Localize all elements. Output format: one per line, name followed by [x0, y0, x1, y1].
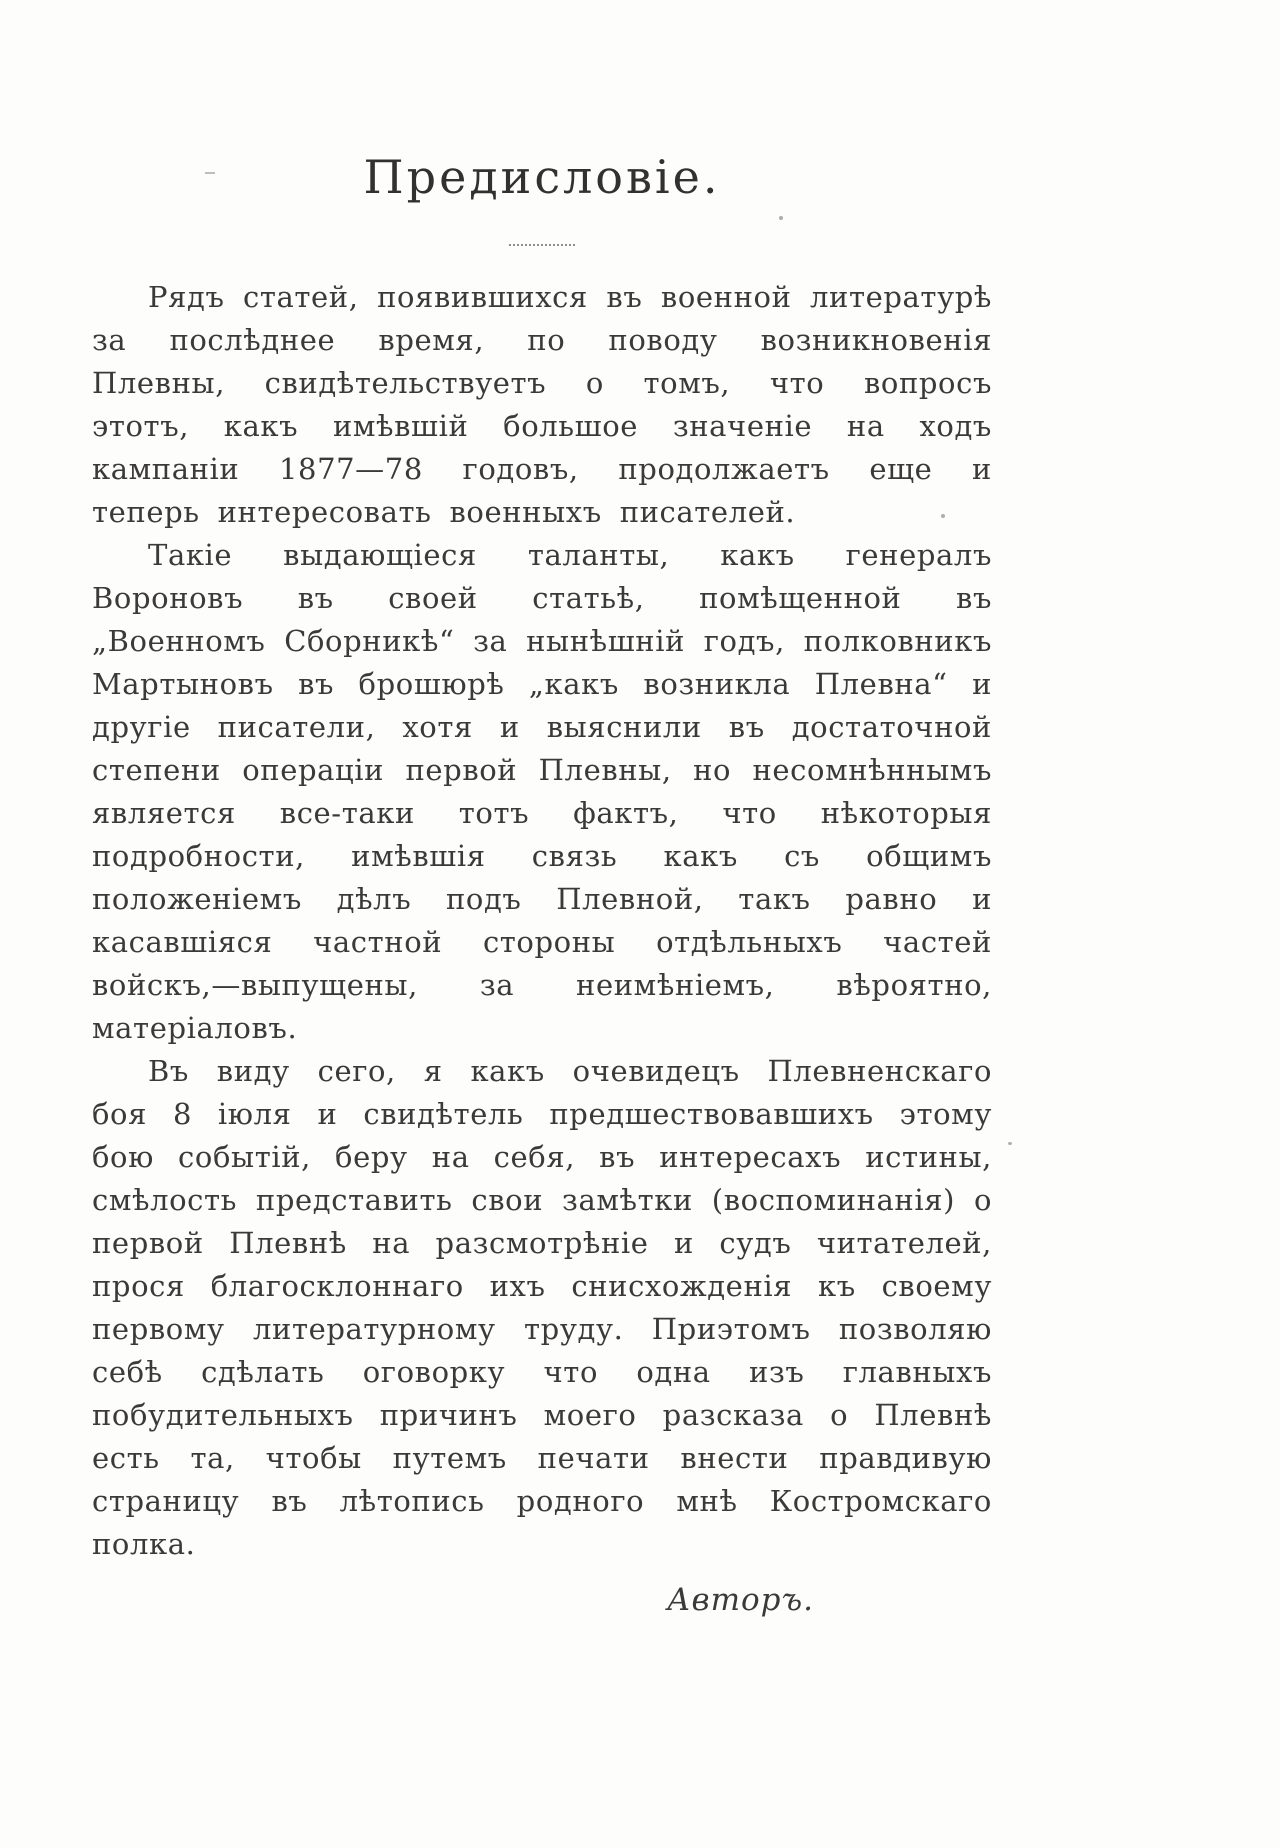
author-signature: Авторъ. — [667, 1582, 814, 1618]
scan-artifact-dot — [1008, 1142, 1012, 1145]
scan-artifact-dot — [941, 514, 945, 518]
paragraph-1: Рядъ статей, появившихся въ военной литературѣ за послѣднее время, по поводу возникновенія Плевны, свидѣтельствуетъ о томъ, что вопросъ этотъ, какъ имѣвшій большое значеніе на ходъ кампаніи 1877—78 годовъ, продолжаетъ еще и теперь интересовать военныхъ писателей. — [92, 280, 992, 529]
paragraph-3: Въ виду сего, я какъ очевидецъ Плевненскаго боя 8 іюля и свидѣтель предшествовавшихъ этому бою событій, беру на себя, въ интересахъ истины, смѣлость представить свои замѣтки (воспоминанія) о первой Плевнѣ на разсмотрѣніе и судъ читателей, прося благосклоннаго ихъ снисхожденія къ своему первому литературному труду. Приэтомъ позволяю себѣ сдѣлать оговорку что одна изъ главныхъ побудительныхъ причинъ моего разсказа о Плевнѣ есть та, чтобы путемъ печати внести правдивую страницу въ лѣтопись родного мнѣ Костромскаго полка. — [92, 1054, 992, 1561]
title-divider — [509, 244, 575, 246]
text-column — [92, 150, 992, 1618]
page-title: Предисловіе. — [363, 150, 721, 204]
scan-artifact-dash — [205, 172, 215, 174]
paragraph-2: Такіе выдающіеся таланты, какъ генералъ Вороновъ въ своей статьѣ, помѣщенной въ „Военномъ Сборникѣ“ за нынѣшній годъ, полковникъ Мартыновъ въ брошюрѣ „какъ возникла Плевна“ и другіе писатели, хотя и выяснили въ достаточной степени операціи первой Плевны, но несомнѣннымъ является все-таки тотъ фактъ, что нѣкоторыя подробности, имѣвшія связь какъ съ общимъ положеніемъ дѣлъ подъ Плевной, такъ равно и касавшіяся частной стороны отдѣльныхъ частей войскъ,—выпущены, за неимѣніемъ, вѣроятно, матеріаловъ. — [92, 538, 992, 1045]
scan-artifact-dot — [779, 216, 783, 220]
preface-text — [92, 276, 992, 1566]
